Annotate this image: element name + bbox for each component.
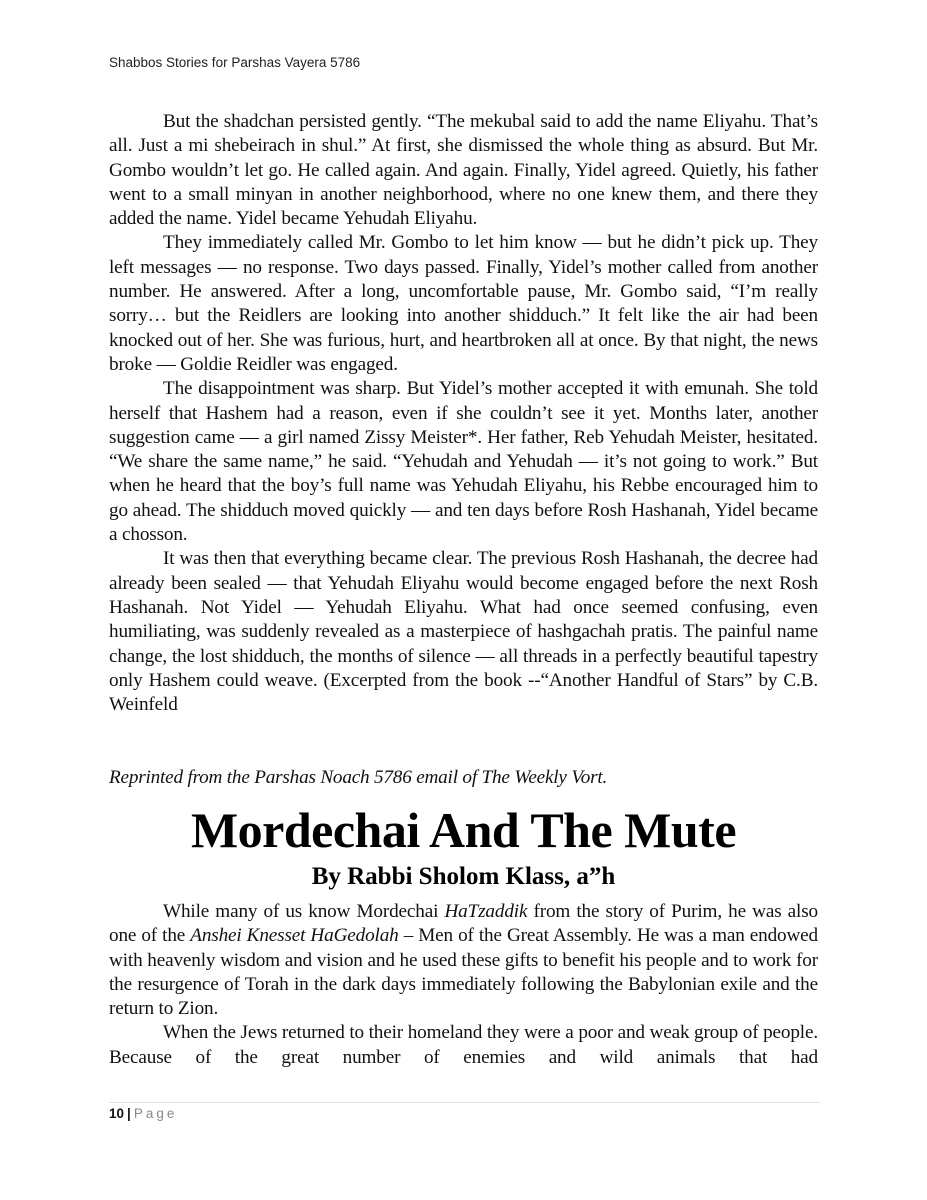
page-footer — [109, 1106, 177, 1121]
article-byline: By Rabbi Sholom Klass, a”h — [311, 863, 616, 890]
article-body — [109, 900, 818, 1070]
paragraph: When the Jews returned to their homeland they were a poor and weak group of people. Because of the great number of enemies and wild animals that had — [109, 1022, 818, 1068]
footer-separator: | — [127, 1106, 131, 1121]
text-run: – Men of the Great Assembly. He was a man endowed with heavenly wisdom and vision and he used these gifts to benefit his people and to work for the resurgence of Torah in the dark days immediately following the Babylonian exile and the return to Zion. — [109, 925, 818, 1020]
paragraph: It was then that everything became clear. The previous Rosh Hashanah, the decree had already been sealed — that Yehudah Eliyahu would become engaged before the next Rosh Hashanah. Not Yidel — Yehudah Eliyahu. What had once seemed confusing, even humiliating, was suddenly revealed as a masterpiece of hashgachah pratis. The painful name change, the lost shidduch, the months of silence — all threads in a perfectly beautiful tapestry only Hashem could weave. (Excerpted from the book --“Another Handful of Stars” by C.B. Weinfeld — [109, 548, 818, 716]
paragraph: The disappointment was sharp. But Yidel’s mother accepted it with emunah. She told herself that Hashem had a reason, even if she couldn’t see it yet. Months later, another suggestion came — a girl named Zissy Meister*. Her father, Reb Yehudah Meister, hesitated. “We share the same name,” he said. “Yehudah and Yehudah — it’s not going to work.” But when he heard that the boy’s full name was Yehudah Eliyahu, his Rebbe encouraged him to go ahead. The shidduch moved quickly — and ten days before Rosh Hashanah, Yidel became a chosson. — [109, 378, 818, 546]
italic-term: Anshei Knesset HaGedolah — [190, 925, 399, 947]
paragraph: They immediately called Mr. Gombo to let him know — but he didn’t pick up. They left messages — no response. Two days passed. Finally, Yidel’s mother called from another number. He answered. After a long, uncomfortable pause, Mr. Gombo said, “I’m really sorry… but the Reidlers are looking into another shidduch.” It felt like the air had been knocked out of her. She was furious, hurt, and heartbroken all at once. By that night, the news broke — Goldie Reidler was engaged. — [109, 232, 818, 375]
story-continuation — [109, 110, 818, 717]
text-run: from the story of Purim, he was also one of the — [109, 901, 818, 947]
reprint-note: Reprinted from the Parshas Noach 5786 email of The Weekly Vort. — [109, 767, 608, 788]
text-run: While many of us know Mordechai — [163, 901, 445, 922]
italic-term: HaTzaddik — [444, 901, 528, 922]
paragraph: But the shadchan persisted gently. “The mekubal said to add the name Eliyahu. That’s all. Just a mi shebeirach in shul.” At first, she dismissed the whole thing as absurd. But Mr. Gombo wouldn’t let go. He called again. And again. Finally, Yidel agreed. Quietly, his father went to a small minyan in another neighborhood, where no one knew them, and there they added the name. Yidel became Yehudah Eliyahu. — [109, 111, 818, 230]
page-label: Page — [133, 1106, 178, 1121]
page-number: 10 — [109, 1106, 125, 1121]
article-title: Mordechai And The Mute — [190, 802, 737, 858]
running-header: Shabbos Stories for Parshas Vayera 5786 — [109, 55, 361, 70]
footer-divider — [109, 1102, 820, 1103]
paragraph — [109, 900, 818, 1021]
